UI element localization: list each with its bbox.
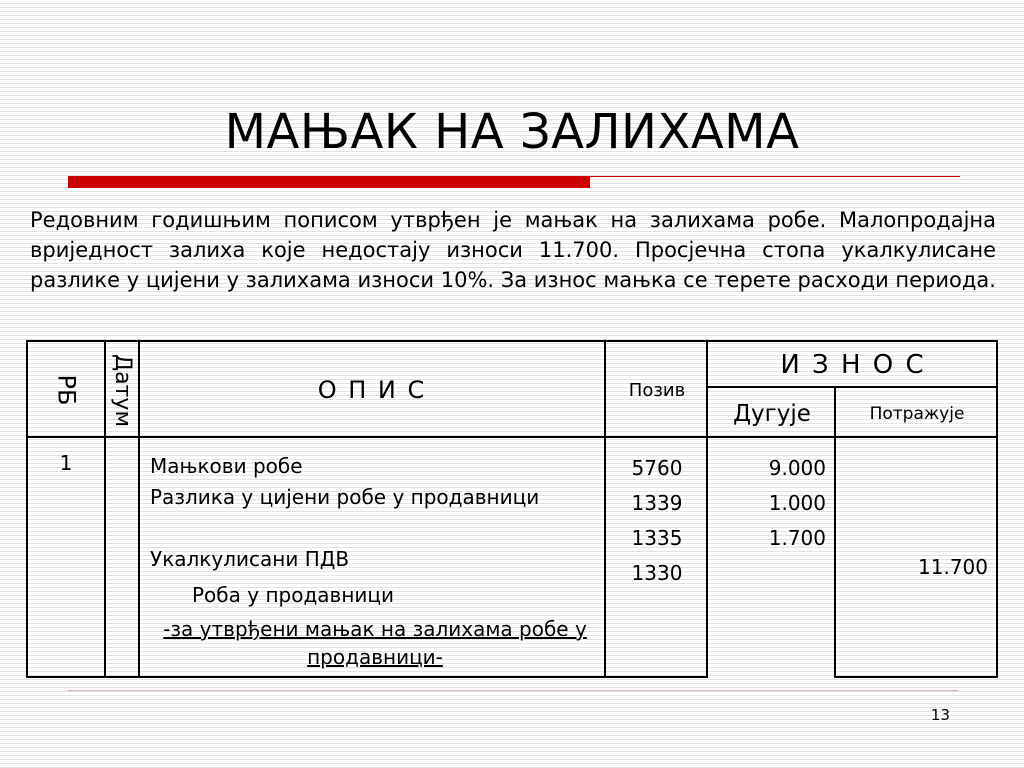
- poziv-value: 1330: [631, 561, 683, 585]
- slide-title: МАЊАК НА ЗАЛИХАМА: [224, 104, 800, 160]
- opis-line: Укалкулисани ПДВ: [150, 547, 350, 571]
- poziv-value: 1335: [631, 526, 683, 550]
- header-potrazuje: Потражује: [869, 404, 965, 424]
- row-potrazuje: 11.700: [918, 555, 988, 579]
- page-number: 13: [930, 706, 950, 724]
- duguje-value: 1.000: [768, 491, 826, 515]
- header-datum: Датум: [110, 353, 136, 427]
- header-opis: О П И С: [317, 376, 427, 404]
- row-rb: 1: [59, 451, 73, 475]
- opis-line: Разлика у цијени робе у продавници: [150, 485, 540, 509]
- header-poziv: Позив: [628, 379, 686, 401]
- row-poziv: [610, 451, 704, 591]
- opis-line: Роба у продавници: [192, 583, 395, 607]
- poziv-value: 5760: [631, 456, 683, 480]
- poziv-value: 1339: [631, 491, 683, 515]
- row-duguje: [708, 451, 826, 556]
- duguje-value: 1.700: [768, 526, 826, 550]
- header-duguje: Дугује: [733, 401, 811, 427]
- opis-explanation: -за утврђени мањак на залихама робе у продавници-: [163, 617, 587, 669]
- title-accent-bar: [68, 176, 590, 188]
- title-accent-line: [590, 176, 960, 177]
- header-iznos: И З Н О С: [780, 350, 926, 380]
- duguje-value: 9.000: [768, 456, 826, 480]
- intro-paragraph: Редовним годишњим пописом утврђен је мањак на залихама робе. Малопродајна вриједност залиха које недостају износи 11.700. Просјечна стопа укалкулисане разлике у цијени у залихама износи 10%. За износ мањка се терете расходи периода.: [30, 208, 996, 292]
- header-rb: РБ: [52, 374, 80, 406]
- footer-divider: [68, 690, 958, 691]
- row-opis: [150, 451, 600, 671]
- opis-line: Мањкови робе: [150, 454, 303, 478]
